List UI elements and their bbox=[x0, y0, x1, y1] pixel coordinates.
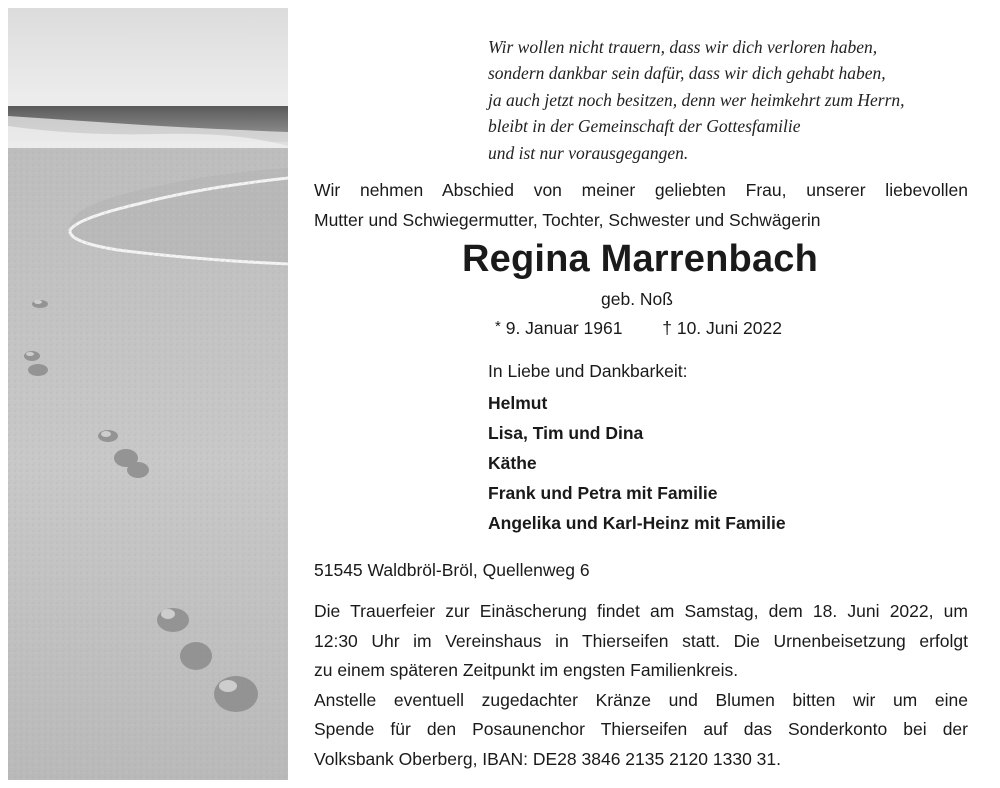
birth-symbol: * bbox=[495, 318, 501, 335]
deceased-name: Regina Marrenbach bbox=[461, 238, 819, 280]
beach-footprints-photo bbox=[8, 8, 288, 780]
poem-line: Wir wollen nicht trauern, dass wir dich verloren haben, bbox=[488, 37, 878, 57]
mourners-intro: In Liebe und Dankbarkeit: bbox=[488, 361, 688, 381]
poem-line: und ist nur vorausgegangen. bbox=[488, 142, 689, 163]
birth-name: geb. Noß bbox=[601, 289, 673, 309]
list-item: Käthe bbox=[488, 453, 537, 473]
info-line: Anstelle eventuell zugedachter Kränze und Blumen bitten wir um eine bbox=[314, 689, 968, 710]
intro-line: Wir nehmen Abschied von meiner geliebten Frau, unserer liebevollen bbox=[314, 180, 968, 200]
birth-date: 9. Januar 1961 bbox=[505, 318, 623, 338]
family-address: 51545 Waldbröl-Bröl, Quellenweg 6 bbox=[314, 560, 590, 580]
death-symbol: † bbox=[662, 318, 672, 338]
life-dates bbox=[495, 318, 782, 339]
intro-line: Mutter und Schwiegermutter, Tochter, Schwester und Schwägerin bbox=[314, 209, 821, 230]
poem-line: sondern dankbar sein dafür, dass wir dich gehabt haben, bbox=[488, 63, 886, 84]
farewell-intro bbox=[314, 176, 968, 235]
info-line: Spende für den Posaunenchor Thierseifen auf das Sonderkonto bei der bbox=[314, 719, 968, 739]
info-line: Volksbank Oberberg, IBAN: DE28 3846 2135 2120 1330 31. bbox=[314, 748, 781, 769]
memorial-poem bbox=[488, 34, 988, 166]
mourners-list bbox=[488, 388, 786, 538]
info-line: 12:30 Uhr im Vereinshaus in Thierseifen statt. Die Urnenbeisetzung erfolgt bbox=[314, 630, 968, 651]
death-date: 10. Juni 2022 bbox=[676, 318, 782, 338]
info-line: Die Trauerfeier zur Einäscherung findet am Samstag, dem 18. Juni 2022, um bbox=[314, 601, 968, 621]
poem-line: ja auch jetzt noch besitzen, denn wer heimkehrt zum Herrn, bbox=[488, 89, 905, 110]
poem-line: bleibt in der Gemeinschaft der Gottesfamilie bbox=[488, 116, 801, 137]
info-line: zu einem späteren Zeitpunkt im engsten Familienkreis. bbox=[314, 660, 739, 680]
list-item: Helmut bbox=[488, 393, 548, 413]
list-item: Frank und Petra mit Familie bbox=[488, 483, 718, 503]
list-item: Lisa, Tim und Dina bbox=[488, 423, 644, 443]
list-item: Angelika und Karl-Heinz mit Familie bbox=[488, 513, 786, 533]
funeral-info bbox=[314, 597, 968, 774]
